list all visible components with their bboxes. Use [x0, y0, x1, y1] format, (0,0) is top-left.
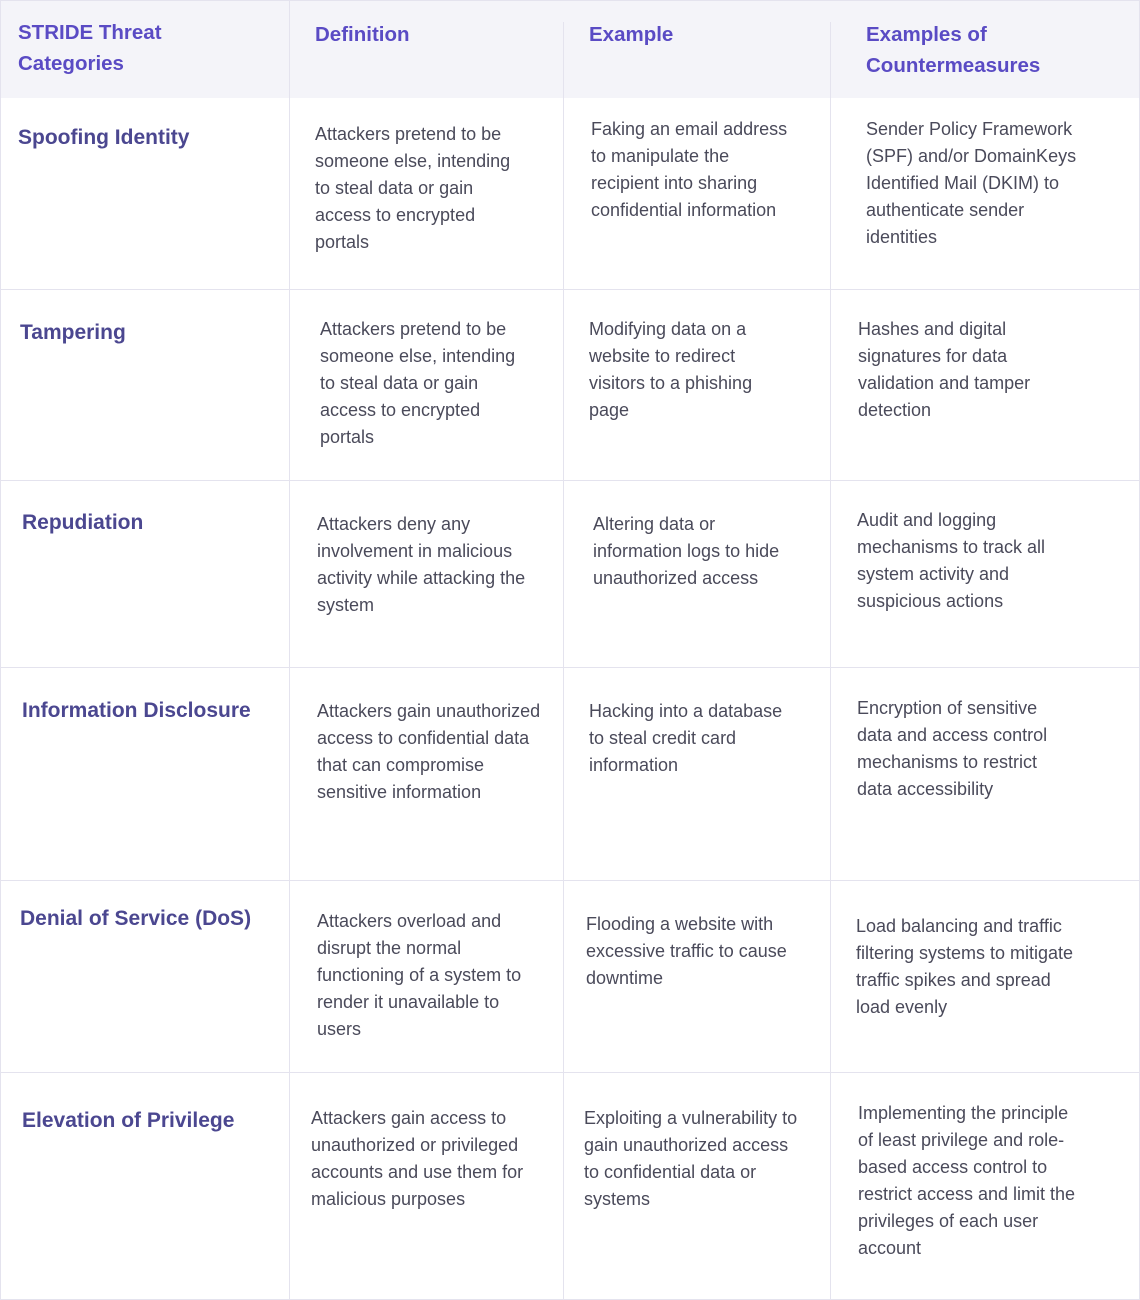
category-repudiation: Repudiation	[22, 511, 144, 534]
example-cell: Flooding a website with excessive traffic to cause downtime	[586, 914, 787, 988]
countermeasure-cell: Implementing the principle of least privilege and role-based access control to restrict access and limit the privileges of each user account	[858, 1103, 1076, 1258]
example-cell: Exploiting a vulnerability to gain unauthorized access to confidential data or systems	[584, 1108, 798, 1209]
header-example: Example	[589, 23, 674, 46]
column-divider	[289, 0, 290, 1300]
category-information-disclosure: Information Disclosure	[22, 699, 251, 722]
row-divider	[0, 480, 1140, 481]
definition-cell: Attackers pretend to be someone else, intending to steal data or gain access to encrypted portals	[315, 124, 511, 252]
countermeasure-cell: Audit and logging mechanisms to track all system activity and suspicious actions	[857, 510, 1046, 611]
row-divider	[0, 289, 1140, 290]
row-divider	[0, 880, 1140, 881]
table-border	[0, 0, 1140, 1]
countermeasure-cell: Sender Policy Framework (SPF) and/or DomainKeys Identified Mail (DKIM) to authenticate sender identities	[866, 119, 1077, 247]
category-elevation-of-privilege: Elevation of Privilege	[22, 1109, 235, 1132]
header-definition: Definition	[315, 23, 410, 46]
header-stride-categories: STRIDE Threat Categories	[18, 21, 162, 75]
category-tampering: Tampering	[20, 321, 126, 344]
definition-cell: Attackers overload and disrupt the normal functioning of a system to render it unavailable to users	[317, 911, 522, 1039]
example-cell: Hacking into a database to steal credit card information	[589, 701, 783, 775]
definition-cell: Attackers deny any involvement in malicious activity while attacking the system	[317, 514, 526, 615]
category-spoofing-identity: Spoofing Identity	[18, 126, 190, 149]
example-cell: Altering data or information logs to hide unauthorized access	[593, 514, 780, 588]
table-border	[0, 0, 1, 1300]
countermeasure-cell: Hashes and digital signatures for data validation and tamper detection	[858, 319, 1031, 420]
column-divider	[563, 22, 564, 1300]
row-divider	[0, 1072, 1140, 1073]
row-divider	[0, 667, 1140, 668]
header-countermeasures: Examples of Countermeasures	[866, 23, 1041, 77]
column-divider	[830, 22, 831, 1300]
example-cell: Modifying data on a website to redirect visitors to a phishing page	[589, 319, 753, 420]
definition-cell: Attackers gain access to unauthorized or privileged accounts and use them for malicious purposes	[311, 1108, 524, 1209]
countermeasure-cell: Load balancing and traffic filtering systems to mitigate traffic spikes and spread load evenly	[856, 916, 1074, 1017]
example-cell: Faking an email address to manipulate the recipient into sharing confidential information	[591, 119, 788, 220]
countermeasure-cell: Encryption of sensitive data and access control mechanisms to restrict data accessibility	[857, 698, 1048, 799]
category-denial-of-service: Denial of Service (DoS)	[20, 907, 252, 930]
definition-cell: Attackers pretend to be someone else, intending to steal data or gain access to encrypted portals	[320, 319, 516, 447]
definition-cell: Attackers gain unauthorized access to confidential data that can compromise sensitive information	[317, 701, 541, 802]
